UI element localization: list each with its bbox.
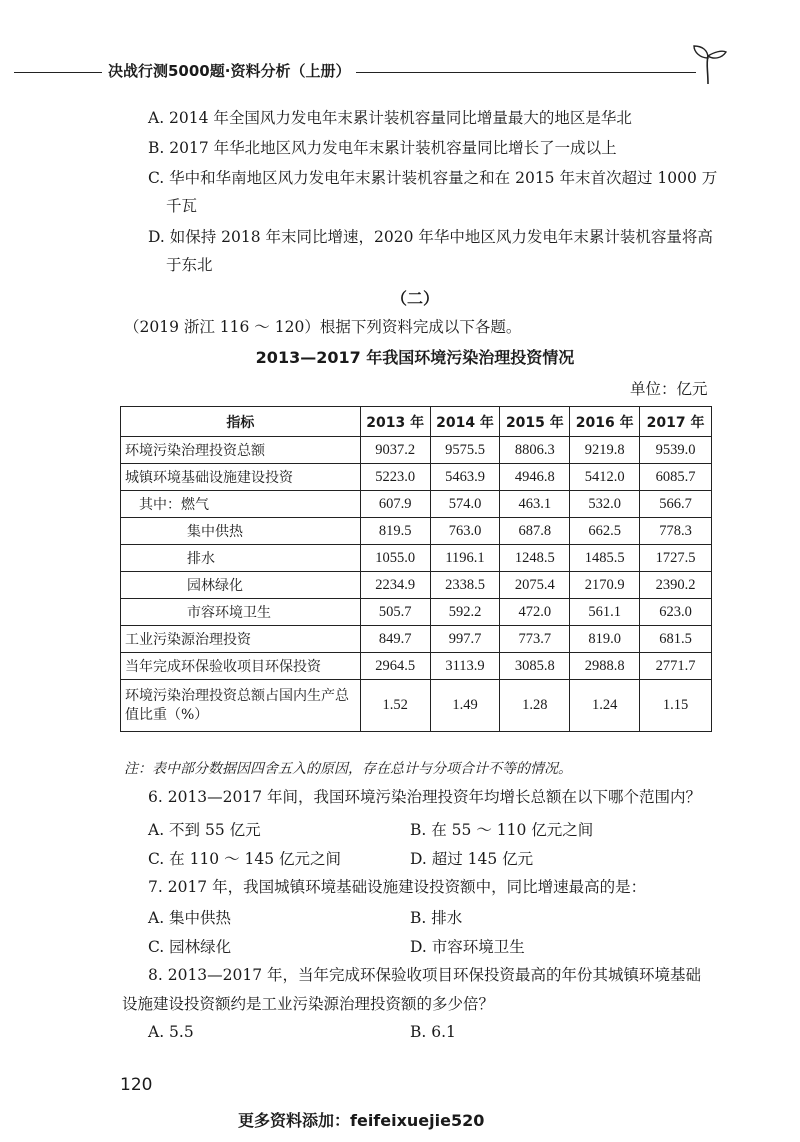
table-cell: 6085.7	[640, 464, 712, 491]
option-line: C. 华中和华南地区风力发电年末累计装机容量之和在 2015 年末首次超过 1000 万	[148, 169, 718, 187]
row-label: 集中供热	[121, 518, 361, 545]
table-row	[121, 653, 712, 680]
section-heading: （二）	[390, 289, 439, 308]
option-line-continued: 千瓦	[166, 197, 198, 215]
book-title: 决战行测5000题·资料分析（上册）	[108, 62, 351, 80]
option-line-continued: 于东北	[166, 256, 213, 274]
row-label: 园林绿化	[121, 572, 361, 599]
column-header: 2013 年	[360, 407, 430, 437]
question-stem: 8. 2013—2017 年，当年完成环保验收项目环保投资最高的年份其城镇环境基础	[148, 966, 702, 984]
table-cell: 532.0	[570, 491, 640, 518]
header-rule-right	[356, 72, 696, 73]
table-cell: 5223.0	[360, 464, 430, 491]
table-cell: 2170.9	[570, 572, 640, 599]
column-header: 2014 年	[430, 407, 500, 437]
column-header: 2015 年	[500, 407, 570, 437]
table-cell: 561.1	[570, 599, 640, 626]
table-cell: 5463.9	[430, 464, 500, 491]
table-cell: 819.5	[360, 518, 430, 545]
row-label: 其中：燃气	[121, 491, 361, 518]
answer-option: A. 5.5	[148, 1023, 194, 1041]
table-cell: 1485.5	[570, 545, 640, 572]
row-label: 排水	[121, 545, 361, 572]
table-cell: 849.7	[360, 626, 430, 653]
table-cell: 1.15	[640, 680, 712, 732]
answer-option: C. 在 110 ～ 145 亿元之间	[148, 850, 342, 868]
table-cell: 1248.5	[500, 545, 570, 572]
table-cell: 2234.9	[360, 572, 430, 599]
table-cell: 773.7	[500, 626, 570, 653]
option-line: B. 2017 年华北地区风力发电年末累计装机容量同比增长了一成以上	[148, 139, 617, 157]
table-cell: 2988.8	[570, 653, 640, 680]
table-cell: 623.0	[640, 599, 712, 626]
table-cell: 2390.2	[640, 572, 712, 599]
table-cell: 819.0	[570, 626, 640, 653]
sprout-icon	[690, 40, 730, 86]
column-header: 指标	[121, 407, 361, 437]
table-note: 注：表中部分数据因四舍五入的原因，存在总计与分项合计不等的情况。	[124, 761, 572, 777]
question-stem: 6. 2013—2017 年间，我国环境污染治理投资年均增长总额在以下哪个范围内？	[148, 788, 702, 806]
page-number: 120	[120, 1075, 153, 1095]
table-cell: 574.0	[430, 491, 500, 518]
row-label: 当年完成环保验收项目环保投资	[121, 653, 361, 680]
table-cell: 9037.2	[360, 437, 430, 464]
answer-option: D. 超过 145 亿元	[410, 850, 534, 868]
table-cell: 1196.1	[430, 545, 500, 572]
row-label: 市容环境卫生	[121, 599, 361, 626]
answer-option: A. 不到 55 亿元	[148, 821, 261, 839]
table-row	[121, 464, 712, 491]
answer-option: B. 6.1	[410, 1023, 456, 1041]
table-cell: 505.7	[360, 599, 430, 626]
answer-option: B. 在 55 ～ 110 亿元之间	[410, 821, 594, 839]
table-cell: 1055.0	[360, 545, 430, 572]
table-cell: 472.0	[500, 599, 570, 626]
table-row	[121, 518, 712, 545]
section-intro: （2019 浙江 116 ～ 120）根据下列资料完成以下各题。	[124, 318, 522, 336]
table-cell: 2338.5	[430, 572, 500, 599]
table-cell: 3113.9	[430, 653, 500, 680]
table-cell: 4946.8	[500, 464, 570, 491]
option-line: D. 如保持 2018 年末同比增速，2020 年华中地区风力发电年末累计装机容量将高	[148, 228, 713, 246]
row-label: 工业污染源治理投资	[121, 626, 361, 653]
table-cell: 9219.8	[570, 437, 640, 464]
table-row	[121, 626, 712, 653]
table-cell: 997.7	[430, 626, 500, 653]
answer-option: D. 市容环境卫生	[410, 938, 525, 956]
table-cell: 2964.5	[360, 653, 430, 680]
table-row	[121, 437, 712, 464]
running-header	[0, 58, 800, 88]
column-header: 2017 年	[640, 407, 712, 437]
table-cell: 1727.5	[640, 545, 712, 572]
question-stem-continued: 设施建设投资额约是工业污染源治理投资额的多少倍？	[122, 995, 495, 1013]
table-row	[121, 491, 712, 518]
table-cell: 1.52	[360, 680, 430, 732]
table-cell: 1.49	[430, 680, 500, 732]
row-label: 环境污染治理投资总额占国内生产总值比重（%）	[121, 680, 361, 732]
table-cell: 463.1	[500, 491, 570, 518]
table-cell: 681.5	[640, 626, 712, 653]
answer-option: B. 排水	[410, 909, 463, 927]
footer-contact: 更多资料添加：feifeixuejie520	[238, 1111, 485, 1130]
column-header: 2016 年	[570, 407, 640, 437]
table-header-row	[121, 407, 712, 437]
answer-option: C. 园林绿化	[148, 938, 232, 956]
row-label: 城镇环境基础设施建设投资	[121, 464, 361, 491]
table-row	[121, 572, 712, 599]
table-cell: 3085.8	[500, 653, 570, 680]
answer-option: A. 集中供热	[148, 909, 232, 927]
table-cell: 9575.5	[430, 437, 500, 464]
table-cell: 1.24	[570, 680, 640, 732]
table-cell: 2075.4	[500, 572, 570, 599]
table-title: 2013—2017 年我国环境污染治理投资情况	[255, 348, 575, 367]
table-cell: 1.28	[500, 680, 570, 732]
table-unit: 单位：亿元	[630, 380, 708, 398]
question-stem: 7. 2017 年，我国城镇环境基础设施建设投资额中，同比增速最高的是：	[148, 878, 647, 896]
table-row	[121, 680, 712, 732]
table-cell: 9539.0	[640, 437, 712, 464]
header-rule-left	[14, 72, 102, 73]
table-cell: 687.8	[500, 518, 570, 545]
row-label: 环境污染治理投资总额	[121, 437, 361, 464]
table-cell: 778.3	[640, 518, 712, 545]
table-row	[121, 599, 712, 626]
investment-table	[120, 406, 712, 732]
table-row	[121, 545, 712, 572]
option-line: A. 2014 年全国风力发电年末累计装机容量同比增量最大的地区是华北	[148, 109, 632, 127]
table-cell: 592.2	[430, 599, 500, 626]
table-cell: 2771.7	[640, 653, 712, 680]
table-cell: 8806.3	[500, 437, 570, 464]
table-cell: 662.5	[570, 518, 640, 545]
table-cell: 566.7	[640, 491, 712, 518]
table-cell: 607.9	[360, 491, 430, 518]
table-cell: 763.0	[430, 518, 500, 545]
table-cell: 5412.0	[570, 464, 640, 491]
